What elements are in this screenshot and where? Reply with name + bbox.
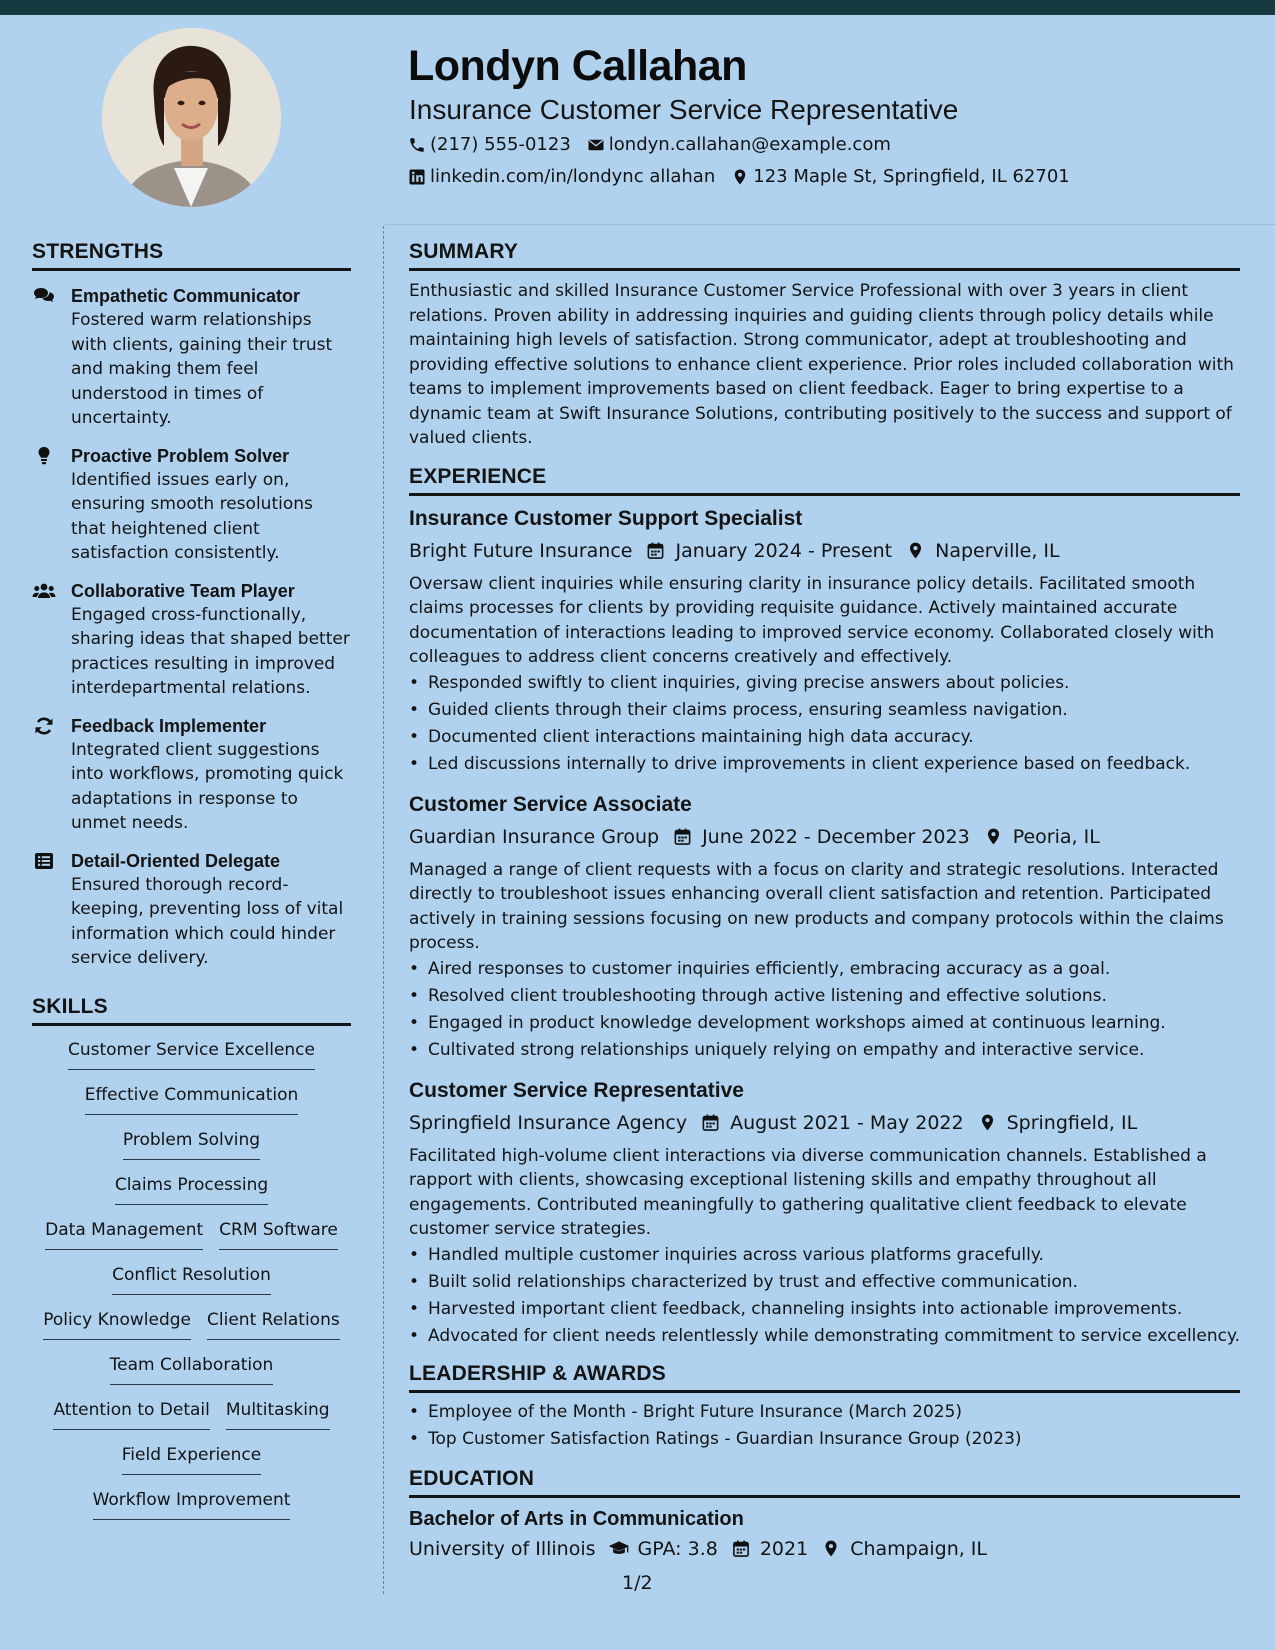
education-meta <box>409 1534 1240 1564</box>
job-description: Facilitated high-volume client interactions via diverse communication channels. Established a rapport with clients, showcasing exceptional listening skills and empathy throughout all engagements. Contributed meaningfully to gathering qualitative client feedback to elevate customer service strategies. <box>409 1145 1207 1239</box>
job-location: Peoria, IL <box>1012 825 1100 848</box>
job-bullet: • Responded swiftly to client inquiries, giving precise answers about policies. <box>409 670 1240 697</box>
phone-text: (217) 555-0123 <box>430 134 571 155</box>
skill-tag: Customer Service Excellence <box>68 1040 315 1070</box>
job-bullet: • Engaged in product knowledge development workshops aimed at continuous learning. <box>409 1010 1240 1037</box>
strength-name: Feedback Implementer <box>71 715 267 736</box>
map-marker-icon <box>731 168 749 186</box>
job-dates: June 2022 - December 2023 <box>702 825 970 848</box>
skill-row <box>102 1355 282 1400</box>
contact-row-2 <box>408 166 1086 187</box>
job-entry <box>409 790 1240 1064</box>
skills-heading: SKILLS <box>32 995 351 1026</box>
skill-tag: Conflict Resolution <box>112 1265 271 1295</box>
calendar-icon <box>730 1539 752 1558</box>
comments-icon <box>32 286 56 306</box>
users-icon <box>32 581 56 601</box>
skill-tag: Team Collaboration <box>110 1355 274 1385</box>
skill-tag: Policy Knowledge <box>43 1310 191 1340</box>
email-contact[interactable] <box>587 134 891 155</box>
strength-description: Identified issues early on, ensuring smooth resolutions that heightened client satisfaction consistently. <box>71 469 313 563</box>
header-divider <box>385 224 1275 225</box>
linkedin-text: linkedin.com/in/londync allahan <box>430 166 716 187</box>
skill-row <box>107 1175 276 1220</box>
strength-item <box>32 849 351 971</box>
job-bullets <box>409 1242 1240 1350</box>
job-company: Springfield Insurance Agency <box>409 1111 688 1134</box>
job-entry <box>409 1076 1240 1350</box>
skill-tag: Multitasking <box>226 1400 330 1430</box>
skill-tag: CRM Software <box>219 1220 338 1250</box>
strength-name: Empathetic Communicator <box>71 286 301 306</box>
award-item: • Top Customer Satisfaction Ratings - Guardian Insurance Group (2023) <box>409 1426 1240 1453</box>
job-bullets <box>409 670 1240 778</box>
skill-row <box>104 1265 279 1310</box>
education-location: Champaign, IL <box>850 1537 988 1560</box>
left-column <box>32 240 351 1535</box>
top-accent-bar <box>0 0 1275 15</box>
strength-item <box>32 444 351 566</box>
calendar-icon <box>701 1113 720 1132</box>
skill-tag: Problem Solving <box>123 1130 260 1160</box>
job-bullet: • Cultivated strong relationships uniquely relying on empathy and interactive service. <box>409 1037 1240 1064</box>
page-number: 1/2 <box>622 1572 653 1594</box>
job-bullet: • Advocated for client needs relentlessly while demonstrating commitment to service excellency. <box>409 1323 1240 1350</box>
strength-item <box>32 284 351 431</box>
skill-tag: Client Relations <box>207 1310 340 1340</box>
skill-tag: Data Management <box>45 1220 203 1250</box>
job-company: Bright Future Insurance <box>409 539 633 562</box>
email-text: londyn.callahan@example.com <box>608 134 891 155</box>
job-meta <box>409 822 1240 852</box>
job-title: Customer Service Associate <box>409 792 692 816</box>
skill-row <box>45 1400 337 1445</box>
list-icon <box>32 851 56 871</box>
strength-description: Ensured thorough record-keeping, preventing loss of vital information which could hinder service delivery. <box>71 874 344 968</box>
candidate-title: Insurance Customer Service Representative <box>409 94 959 125</box>
column-divider <box>383 226 384 1594</box>
phone-contact[interactable] <box>408 134 571 155</box>
address-text: 123 Maple St, Springfield, IL 62701 <box>753 166 1070 187</box>
strengths-heading: STRENGTHS <box>32 240 351 271</box>
contact-row-1 <box>408 134 907 155</box>
job-bullet: • Led discussions internally to drive improvements in client experience based on feedback. <box>409 751 1240 778</box>
job-bullet: • Guided clients through their claims process, ensuring seamless navigation. <box>409 697 1240 724</box>
skills-list <box>32 1040 351 1535</box>
strength-item <box>32 714 351 836</box>
strength-item <box>32 579 351 701</box>
map-marker-icon <box>820 1539 842 1558</box>
summary-text: Enthusiastic and skilled Insurance Customer Service Professional with over 3 years in client relations. Proven ability in addressing inquiries and guiding clients through policy details while maintaining high levels of satisfaction. Strong communicator, adept at troubleshooting and providing effective solutions to enhance client experience. Prior roles included collaboration with teams to implement improvements based on client feedback. Eager to bring expertise to a dynamic team at Swift Insurance Solutions, contributing positively to the success and support of valued clients. <box>409 281 1234 448</box>
graduation-cap-icon <box>608 1539 630 1558</box>
skill-tag: Effective Communication <box>85 1085 299 1115</box>
map-marker-icon <box>984 827 1003 846</box>
skill-row <box>85 1490 299 1535</box>
job-meta <box>409 536 1240 566</box>
right-column <box>409 240 1240 1564</box>
strength-description: Engaged cross-functionally, sharing ideas that shaped better practices resulting in improved interdepartmental relations. <box>71 604 350 698</box>
skill-tag: Workflow Improvement <box>93 1490 291 1520</box>
job-entry <box>409 504 1240 778</box>
job-bullet: • Documented client interactions maintaining high data accuracy. <box>409 724 1240 751</box>
award-item: • Employee of the Month - Bright Future Insurance (March 2025) <box>409 1399 1240 1426</box>
job-title: Customer Service Representative <box>409 1078 744 1102</box>
skill-tag: Attention to Detail <box>53 1400 209 1430</box>
map-marker-icon <box>906 541 925 560</box>
candidate-name: Londyn Callahan <box>408 42 747 90</box>
lightbulb-icon <box>32 446 56 466</box>
job-bullet: • Handled multiple customer inquiries across various platforms gracefully. <box>409 1242 1240 1269</box>
job-description: Oversaw client inquiries while ensuring clarity in insurance policy details. Facilitated smooth claims processes for clients by providing requisite guidance. Actively maintained accurate documentation of interactions leading to improved service economy. Collaborated closely with colleagues to address client concerns creatively and effectively. <box>409 573 1215 667</box>
skill-row <box>77 1085 307 1130</box>
summary-heading: SUMMARY <box>409 240 1240 271</box>
address-contact <box>731 166 1069 187</box>
education-heading: EDUCATION <box>409 1467 1240 1498</box>
sync-icon <box>32 716 56 736</box>
education-gpa: GPA: 3.8 <box>637 1537 718 1560</box>
linkedin-icon <box>408 168 426 186</box>
job-meta <box>409 1108 1240 1138</box>
job-bullet: • Harvested important client feedback, channeling insights into actionable improvements. <box>409 1296 1240 1323</box>
experience-heading: EXPERIENCE <box>409 465 1240 496</box>
job-dates: January 2024 - Present <box>675 539 893 562</box>
skill-tag: Field Experience <box>122 1445 261 1475</box>
map-marker-icon <box>978 1113 997 1132</box>
strength-name: Detail-Oriented Delegate <box>71 850 281 871</box>
job-title: Insurance Customer Support Specialist <box>409 506 803 530</box>
awards-heading: LEADERSHIP & AWARDS <box>409 1362 1240 1393</box>
job-bullet: • Resolved client troubleshooting through active listening and effective solutions. <box>409 983 1240 1010</box>
strength-description: Integrated client suggestions into workflows, promoting quick adaptations in response to unmet needs. <box>71 739 344 833</box>
awards-list <box>409 1399 1240 1453</box>
skill-tag: Claims Processing <box>115 1175 268 1205</box>
job-bullets <box>409 956 1240 1064</box>
strength-name: Collaborative Team Player <box>71 580 295 601</box>
strength-description: Fostered warm relationships with clients, gaining their trust and making them feel understood in times of uncertainty. <box>71 310 333 428</box>
strength-name: Proactive Problem Solver <box>71 445 290 466</box>
linkedin-contact[interactable] <box>408 166 715 187</box>
job-company: Guardian Insurance Group <box>409 825 660 848</box>
skill-row <box>35 1310 347 1355</box>
skill-row <box>115 1130 268 1175</box>
envelope-icon <box>587 136 605 154</box>
education-year: 2021 <box>759 1537 809 1560</box>
job-description: Managed a range of client requests with a focus on clarity and strategic resolutions. Interacted directly to troubleshoot issues enhancing overall client satisfaction and retention. Participated actively in training sessions focusing on new products and company protocols within the claims process. <box>409 859 1224 953</box>
job-location: Springfield, IL <box>1006 1111 1138 1134</box>
phone-icon <box>408 136 426 154</box>
skill-row <box>114 1445 269 1490</box>
profile-photo <box>102 28 281 207</box>
job-bullet: • Built solid relationships characterized by trust and effective communication. <box>409 1269 1240 1296</box>
job-location: Naperville, IL <box>935 539 1060 562</box>
calendar-icon <box>673 827 692 846</box>
job-dates: August 2021 - May 2022 <box>730 1111 964 1134</box>
calendar-icon <box>646 541 665 560</box>
job-bullet: • Aired responses to customer inquiries efficiently, embracing accuracy as a goal. <box>409 956 1240 983</box>
education-school: University of Illinois <box>409 1537 596 1560</box>
education-degree: Bachelor of Arts in Communication <box>409 1507 744 1530</box>
skill-row <box>60 1040 323 1085</box>
skill-row <box>37 1220 346 1265</box>
